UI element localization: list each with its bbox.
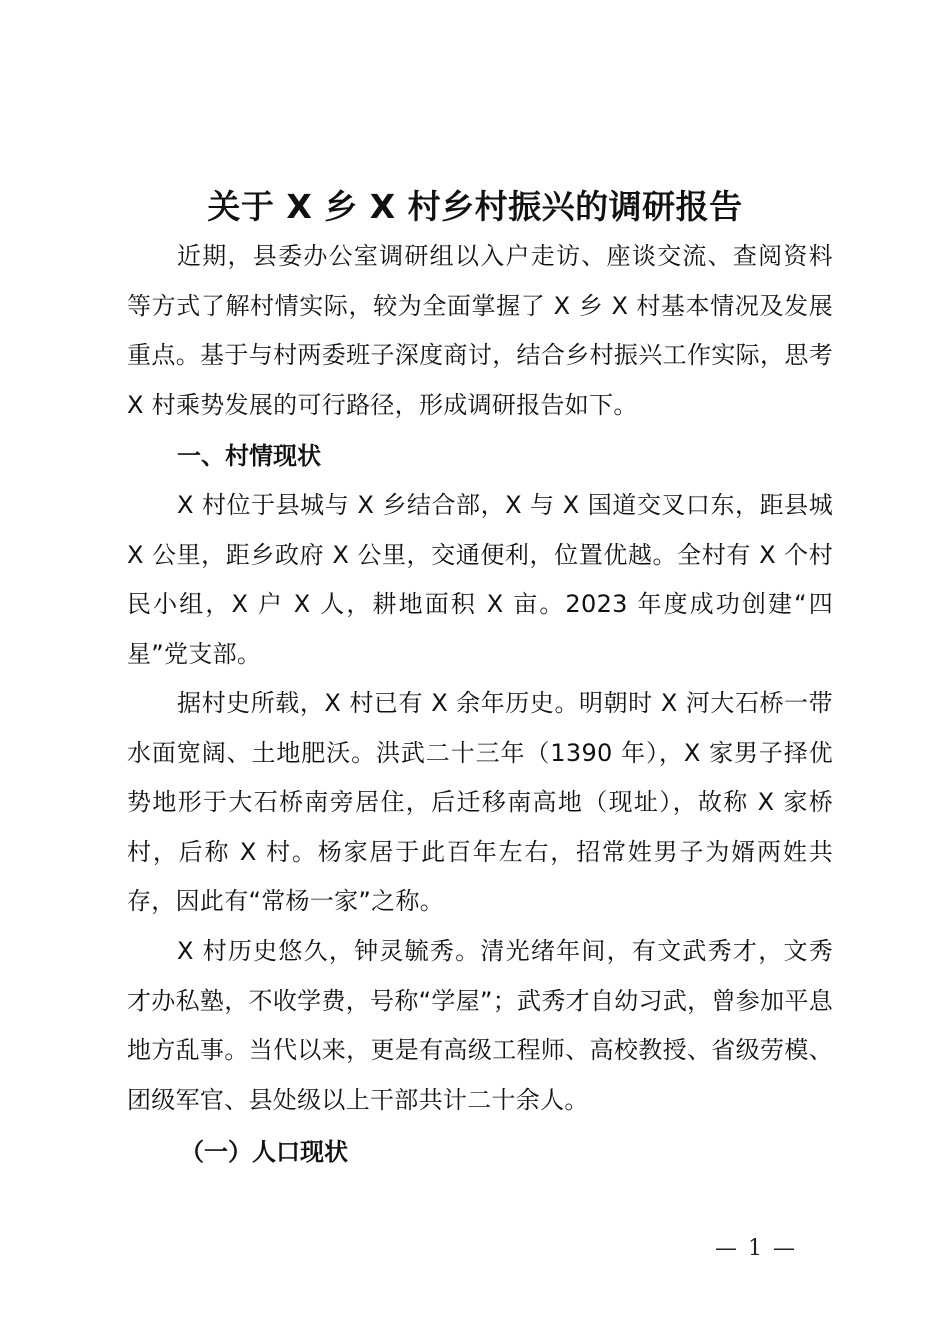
page-number: — 1 — bbox=[715, 1236, 797, 1261]
document-title: 关于 X 乡 X 村乡村振兴的调研报告 bbox=[207, 187, 743, 226]
section-heading-village-status: 一、村情现状 bbox=[177, 442, 321, 470]
paragraph-history: 据村史所载，X 村已有 X 余年历史。明朝时 X 河大石桥一带水面宽阔、土地肥沃。洪武二十三年（1390 年），X 家男子择优势地形于大石桥南旁居住，后迁移南高地（现址），故称 X 家桥村，后称 X 村。杨家居于此百年左右，招常姓男子为婿两姓共存，因此有“常杨一家”之称。 bbox=[127, 689, 833, 916]
paragraph-talents: X 村历史悠久，钟灵毓秀。清光绪年间，有文武秀才，文秀才办私塾，不收学费，号称“学屋”；武秀才自幼习武，曾参加平息地方乱事。当代以来，更是有高级工程师、高校教授、省级劳模、团级军官、县处级以上干部共计二十余人。 bbox=[127, 937, 833, 1114]
subsection-heading-population: （一）人口现状 bbox=[180, 1138, 348, 1166]
intro-paragraph: 近期，县委办公室调研组以入户走访、座谈交流、查阅资料等方式了解村情实际，较为全面掌握了 X 乡 X 村基本情况及发展重点。基于与村两委班子深度商讨，结合乡村振兴工作实际，思考 X 村乘势发展的可行路径，形成调研报告如下。 bbox=[127, 242, 833, 419]
paragraph-location: X 村位于县城与 X 乡结合部，X 与 X 国道交叉口东，距县城 X 公里，距乡政府 X 公里，交通便利，位置优越。全村有 X 个村民小组，X 户 X 人，耕地面积 X 亩。2023 年度成功创建“四星”党支部。 bbox=[127, 491, 833, 668]
